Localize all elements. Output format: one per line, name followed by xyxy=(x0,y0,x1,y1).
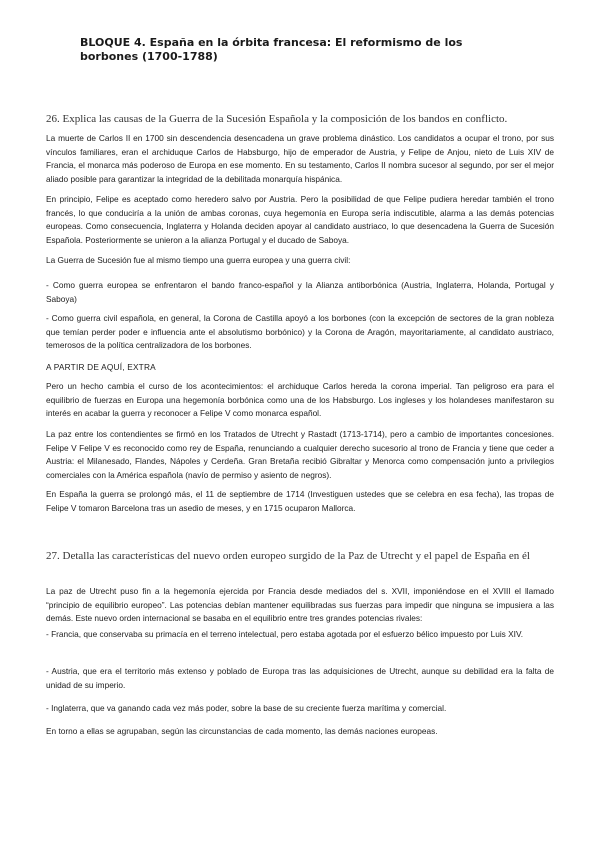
q27-bullet-3 xyxy=(46,702,554,716)
q26-bullet-2 xyxy=(46,312,554,353)
question-27-heading: 27. Detalla las características del nuevo orden europeo surgido de la Paz de Utrecht y el papel de España en él xyxy=(46,550,530,562)
title-line-1: BLOQUE 4. España en la órbita francesa: El reformismo de los xyxy=(80,36,463,49)
bullet-text: - Austria, que era el territorio más extenso y poblado de Europa tras las adquisiciones de Utrecht, aunque su debilidad era la falta de unidad de su imperio. xyxy=(46,666,554,690)
extra-section-label: A PARTIR DE AQUÍ, EXTRA xyxy=(46,362,156,372)
q27-bullet-2 xyxy=(46,665,554,692)
q27-paragraph-1 xyxy=(46,585,554,626)
title-line-2: borbones (1700-1788) xyxy=(80,50,218,63)
paragraph-text: La Guerra de Sucesión fue al mismo tiempo una guerra europea y una guerra civil: xyxy=(46,255,351,265)
q27-paragraph-2 xyxy=(46,725,554,739)
paragraph-text: La paz de Utrecht puso fin a la hegemonía ejercida por Francia desde mediados del s. XVII, imponiéndose en el XVIII el llamado “principio de equilibrio europeo”. Las potencias debían mantener equilibradas sus fuerzas para impedir que ninguna se impusiera a las demás. Este nuevo orden internacional se basaba en el equilibrio entre tres grandes potencias rivales: xyxy=(46,586,554,624)
bullet-text: - Inglaterra, que va ganando cada vez más poder, sobre la base de su creciente fuerza marítima y comercial. xyxy=(46,703,447,713)
paragraph-text: En España la guerra se prolongó más, el 11 de septiembre de 1714 (Investiguen ustedes que se celebra en esa fecha), las tropas de Felipe V tomaron Barcelona tras un asedio de meses, y en 1715 ocuparon Mallorca. xyxy=(46,489,554,513)
document-title xyxy=(80,36,480,64)
q26-paragraph-6 xyxy=(46,488,554,515)
q26-paragraph-4 xyxy=(46,380,554,421)
q26-bullet-1 xyxy=(46,279,554,306)
q26-paragraph-2 xyxy=(46,193,554,247)
q26-paragraph-1 xyxy=(46,132,554,186)
bullet-text: - Como guerra civil española, en general, la Corona de Castilla apoyó a los borbones (con la excepción de sectores de la gran nobleza que temían perder poder e influencia ante el absolutismo borbónico) y la Corona de Aragón, mayoritariamente, al candidato austriaco, temerosos de la política centralizadora de los borbones. xyxy=(46,313,554,351)
paragraph-text: En principio, Felipe es aceptado como heredero salvo por Austria. Pero la posibilidad de que Felipe pudiera heredar también el trono francés, lo que conduciría a la unión de ambas coronas, cuya hegemonía en Europa sería indiscutible, alarma a las demás potencias europeas. Como consecuencia, Inglaterra y Holanda deciden apoyar al candidato austriaco, lo que desencadena la Guerra de Sucesión Española. Posteriormente se unieron a la alianza Portugal y el ducado de Saboya. xyxy=(46,194,554,245)
q26-paragraph-5 xyxy=(46,428,554,482)
question-26-heading: 26. Explica las causas de la Guerra de la Sucesión Española y la composición de los bandos en conflicto. xyxy=(46,113,508,125)
paragraph-text: La muerte de Carlos II en 1700 sin descendencia desencadena un grave problema dinástico. Los candidatos a ocupar el trono, por sus vínculos familiares, eran el archiduque Carlos de Habsburgo, hijo de emperador de Austria, y Felipe de Anjou, nieto de Luis XIV de Francia, el monarca más poderoso de Europa en ese momento. En su testamento, Carlos II nombra sucesor al segundo, por ser el mejor aliado posible para garantizar la integridad de la debilitada monarquía hispánica. xyxy=(46,133,554,184)
bullet-text: - Francia, que conservaba su primacía en el terreno intelectual, pero estaba agotada por el esfuerzo bélico impuesto por Luis XIV. xyxy=(46,629,524,639)
paragraph-text: La paz entre los contendientes se firmó en los Tratados de Utrecht y Rastadt (1713-1714), pero a cambio de importantes concesiones. Felipe V Felipe V es reconocido como rey de España, renunciando a cualquier derecho sucesorio al trono de Francia y tiene que ceder a Austria: el Milanesado, Flandes, Nápoles y Cerdeña. Gran Bretaña recibió Gibraltar y Menorca como compensación junto a privilegios comerciales con la América española (navío de permiso y asiento de negros). xyxy=(46,429,554,480)
paragraph-text: Pero un hecho cambia el curso de los acontecimientos: el archiduque Carlos hereda la corona imperial. Tan peligroso era para el equilibrio de fuerzas en Europa una hegemonía borbónica como una de los Habsburgo. Los ingleses y los holandeses manifestaron su interés en acabar la guerra y reconocer a Felipe V como monarca español. xyxy=(46,381,554,419)
q27-bullet-1 xyxy=(46,628,554,642)
bullet-text: - Como guerra europea se enfrentaron el bando franco-español y la Alianza antiborbónica (Austria, Inglaterra, Holanda, Portugal y Saboya) xyxy=(46,280,554,304)
paragraph-text: En torno a ellas se agrupaban, según las circunstancias de cada momento, las demás naciones europeas. xyxy=(46,726,438,736)
q26-paragraph-3 xyxy=(46,254,554,268)
